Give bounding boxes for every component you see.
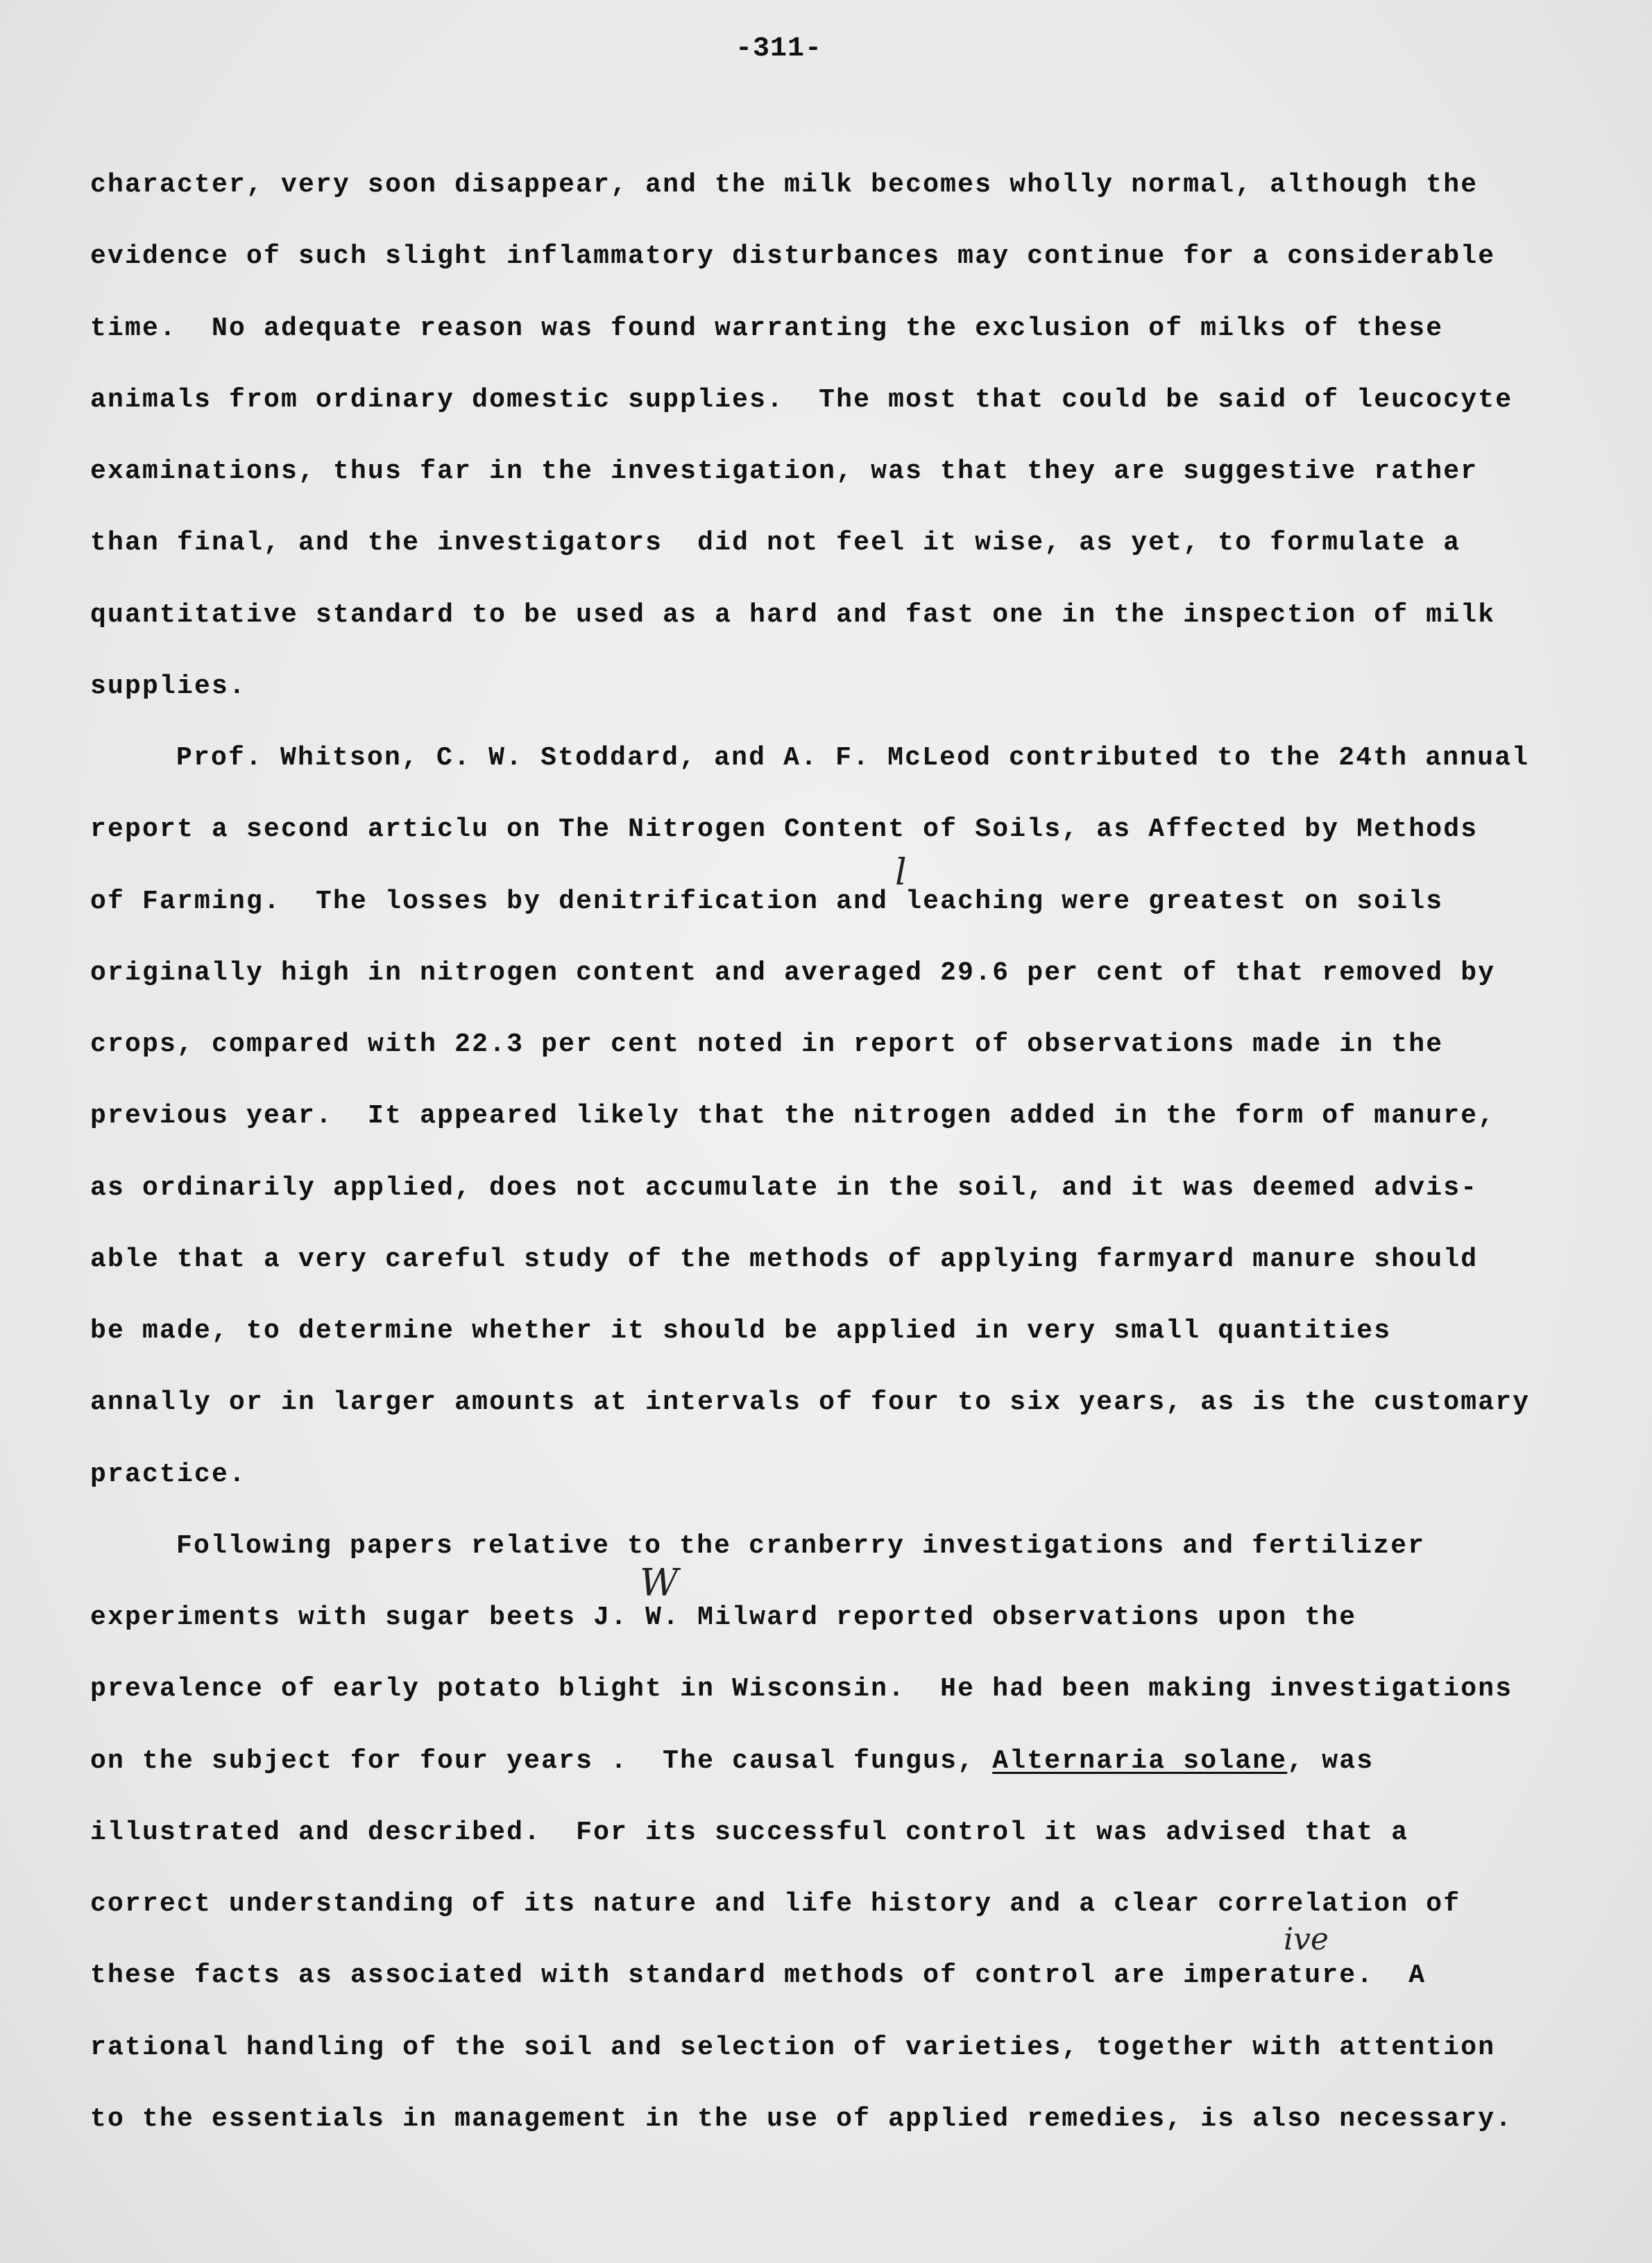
text-line: as ordinarily applied, does not accumulate in the soil, and it was deemed advis- bbox=[90, 1173, 1479, 1203]
text-line: these facts as associated with standard methods of control are imperature. A bbox=[90, 1961, 1427, 1990]
text-line: time. No adequate reason was found warranting the exclusion of milks of these bbox=[90, 314, 1444, 343]
text-line: illustrated and described. For its successful control it was advised that a bbox=[90, 1818, 1409, 1847]
handwritten-correction-ive: ive bbox=[1284, 1922, 1329, 1957]
text-line: be made, to determine whether it should be applied in very small quantities bbox=[90, 1316, 1392, 1346]
text-segment: on the subject for four years . The causal fungus, bbox=[90, 1746, 976, 1776]
text-line: report a second articlu on The Nitrogen Content of Soils, as Affected by Methods bbox=[90, 814, 1479, 844]
text-line: character, very soon disappear, and the milk becomes wholly normal, although the bbox=[90, 170, 1479, 200]
text-line: examinations, thus far in the investigation, was that they are suggestive rather bbox=[90, 456, 1479, 486]
text-line: experiments with sugar beets J. W. Milward reported observations upon the bbox=[90, 1603, 1357, 1632]
text-line: animals from ordinary domestic supplies. The most that could be said of leucocyte bbox=[90, 385, 1513, 415]
text-line: supplies. bbox=[90, 672, 247, 701]
text-line: correct understanding of its nature and life history and a clear correlation of bbox=[90, 1889, 1461, 1919]
text-line: originally high in nitrogen content and averaged 29.6 per cent of that removed by bbox=[90, 958, 1496, 988]
text-line: Prof. Whitson, C. W. Stoddard, and A. F. McLeod contributed to the 24th annual bbox=[176, 743, 1530, 773]
text-line bbox=[90, 1748, 1374, 1775]
handwritten-correction-w: W bbox=[640, 1561, 679, 1605]
species-name: Alternaria solane bbox=[992, 1746, 1288, 1776]
text-line: previous year. It appeared likely that the nitrogen added in the form of manure, bbox=[90, 1101, 1496, 1131]
text-segment: , was bbox=[1287, 1746, 1374, 1776]
text-line: annally or in larger amounts at intervals of four to six years, as is the customary bbox=[90, 1387, 1531, 1417]
text-line: practice. bbox=[90, 1460, 247, 1489]
handwritten-correction-l: l bbox=[895, 852, 907, 894]
text-line: able that a very careful study of the methods of applying farmyard manure should bbox=[90, 1245, 1479, 1274]
text-line: crops, compared with 22.3 per cent noted in report of observations made in the bbox=[90, 1030, 1444, 1059]
text-line: quantitative standard to be used as a hard and fast one in the inspection of milk bbox=[90, 600, 1496, 630]
text-line: Following papers relative to the cranberry investigations and fertilizer bbox=[176, 1531, 1426, 1561]
text-line: than final, and the investigators did not feel it wise, as yet, to formulate a bbox=[90, 528, 1461, 558]
text-line: to the essentials in management in the use of applied remedies, is also necessary. bbox=[90, 2104, 1513, 2134]
text-line: prevalence of early potato blight in Wisconsin. He had been making investigations bbox=[90, 1674, 1513, 1704]
text-line: of Farming. The losses by denitrification and leaching were greatest on soils bbox=[90, 887, 1444, 916]
page-number: -311- bbox=[735, 33, 823, 65]
text-line: evidence of such slight inflammatory disturbances may continue for a considerable bbox=[90, 241, 1496, 271]
text-line: rational handling of the soil and selection of varieties, together with attention bbox=[90, 2033, 1496, 2063]
